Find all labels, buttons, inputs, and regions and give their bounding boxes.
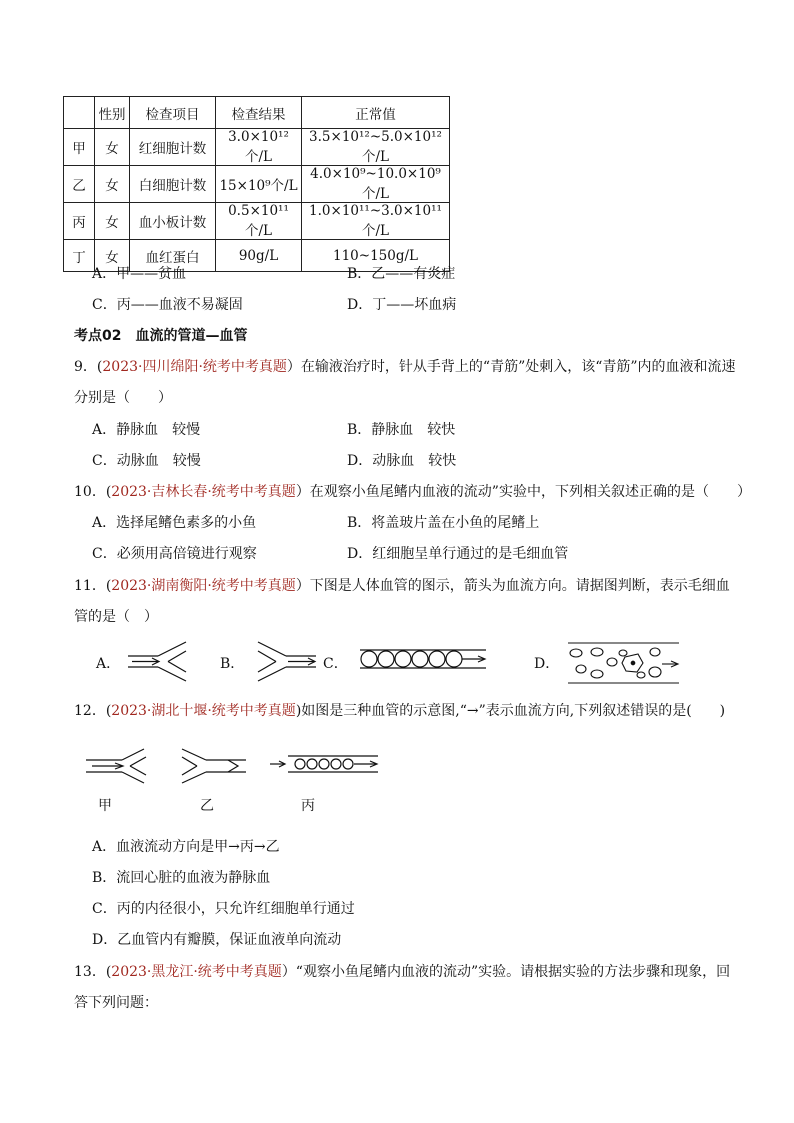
table-row — [64, 203, 450, 240]
table-cell: 乙 — [64, 166, 95, 203]
question-text: ）下图是人体血管的图示，箭头为血流方向。请据图判断，表示毛细血 — [295, 578, 730, 594]
q11-option-c-label: C． — [323, 656, 348, 672]
q10-option-c: C．必须用高倍镜进行观察 — [92, 546, 257, 562]
question-text: )如图是三种血管的示意图,“→”表示血流方向,下列叙述错误的是( ) — [295, 703, 726, 719]
q12-vessel-jia-diagram — [86, 748, 160, 784]
table-header — [64, 97, 95, 129]
question-11-stem — [74, 575, 730, 595]
table-cell: 0.5×10¹¹个/L — [216, 203, 302, 240]
q12-label-bing: 丙 — [301, 798, 315, 814]
table-cell: 女 — [95, 166, 130, 203]
table-cell: 90g/L — [216, 240, 302, 272]
table-cell: 1.0×10¹¹~3.0×10¹¹个/L — [302, 203, 450, 240]
q9-option-d: D．动脉血 较快 — [347, 453, 457, 469]
q11-vessel-a-diagram — [128, 641, 196, 683]
q11-option-b-label: B． — [220, 656, 245, 672]
q11-option-a-label: A． — [96, 656, 121, 672]
q10-option-b: B．将盖玻片盖在小鱼的尾鳍上 — [347, 515, 540, 531]
question-number: 10．( — [74, 484, 112, 500]
table-cell: 女 — [95, 203, 130, 240]
table-cell: 丙 — [64, 203, 95, 240]
q8-option-b: B．乙——有炎症 — [347, 266, 456, 282]
table-header: 检查项目 — [130, 97, 216, 129]
table-cell: 女 — [95, 129, 130, 166]
question-number: 11．( — [74, 578, 112, 594]
table-cell: 血小板计数 — [130, 203, 216, 240]
table-header: 性别 — [95, 97, 130, 129]
q11-vessel-c-diagram — [358, 648, 490, 670]
q12-vessel-bing-diagram — [270, 752, 382, 776]
q12-option-b: B．流回心脏的血液为静脉血 — [92, 870, 271, 886]
question-number: 12．( — [74, 703, 112, 719]
question-source: 2023·黑龙江·统考中考真题 — [111, 964, 282, 980]
question-13-stem — [74, 961, 730, 981]
table-cell: 白细胞计数 — [130, 166, 216, 203]
q11-option-d-label: D． — [534, 656, 560, 672]
question-9-stem — [74, 356, 736, 376]
section-heading: 考点02 血流的管道—血管 — [74, 328, 248, 344]
question-12-stem — [74, 700, 725, 720]
table-header: 正常值 — [302, 97, 450, 129]
q11-vessel-b-diagram — [256, 641, 322, 683]
question-text: ）“观察小鱼尾鳍内血液的流动”实验。请根据实验的方法步骤和现象，回 — [281, 964, 731, 980]
q12-option-c: C．丙的内径很小，只允许红细胞单行通过 — [92, 901, 355, 917]
question-9-stem-cont: 分别是（ ） — [74, 390, 172, 406]
question-number: 13．( — [74, 964, 112, 980]
table-cell: 血红蛋白 — [130, 240, 216, 272]
q8-option-c: C．丙——血液不易凝固 — [92, 297, 243, 313]
question-10-stem — [74, 481, 751, 501]
q9-option-a: A．静脉血 较慢 — [92, 422, 201, 438]
q12-label-yi: 乙 — [200, 798, 214, 814]
table-cell: 甲 — [64, 129, 95, 166]
question-number: 9．( — [74, 359, 103, 375]
table-cell: 红细胞计数 — [130, 129, 216, 166]
question-source: 2023·吉林长春·统考中考真题 — [111, 484, 296, 500]
question-13-stem-cont: 答下列问题： — [74, 995, 158, 1011]
q12-option-d: D．乙血管内有瓣膜，保证血液单向流动 — [92, 932, 342, 948]
question-text: ）在观察小鱼尾鳍内血液的流动”实验中，下列相关叙述正确的是（ ） — [295, 484, 751, 500]
table-cell: 女 — [95, 240, 130, 272]
q12-vessel-yi-diagram — [180, 748, 252, 784]
table-cell: 丁 — [64, 240, 95, 272]
q10-option-d: D．红细胞呈单行通过的是毛细血管 — [347, 546, 569, 562]
table-cell: 15×10⁹个/L — [216, 166, 302, 203]
table-cell: 110~150g/L — [302, 240, 450, 272]
question-text: ）在输液治疗时，针从手背上的“青筋”处刺入，该“青筋”内的血液和流速 — [286, 359, 736, 375]
q8-option-d: D．丁——坏血病 — [347, 297, 457, 313]
table-header: 检查结果 — [216, 97, 302, 129]
table-row — [64, 166, 450, 203]
q11-vessel-d-diagram — [567, 641, 685, 685]
question-source: 2023·湖南衡阳·统考中考真题 — [111, 578, 296, 594]
question-source: 2023·湖北十堰·统考中考真题 — [111, 703, 296, 719]
table-cell: 3.0×10¹²个/L — [216, 129, 302, 166]
table-header-row — [64, 97, 450, 129]
q9-option-b: B．静脉血 较快 — [347, 422, 456, 438]
table-cell: 4.0×10⁹~10.0×10⁹个/L — [302, 166, 450, 203]
q10-option-a: A．选择尾鳍色素多的小鱼 — [92, 515, 257, 531]
q12-option-a: A．血液流动方向是甲→丙→乙 — [92, 839, 280, 855]
table-row — [64, 129, 450, 166]
q8-option-a: A．甲——贫血 — [92, 266, 187, 282]
q9-option-c: C．动脉血 较慢 — [92, 453, 201, 469]
question-source: 2023·四川绵阳·统考中考真题 — [102, 359, 287, 375]
q12-label-jia: 甲 — [98, 798, 112, 814]
lab-results-table — [63, 96, 450, 272]
question-11-stem-cont: 管的是（ ） — [74, 609, 158, 625]
table-cell: 3.5×10¹²~5.0×10¹²个/L — [302, 129, 450, 166]
